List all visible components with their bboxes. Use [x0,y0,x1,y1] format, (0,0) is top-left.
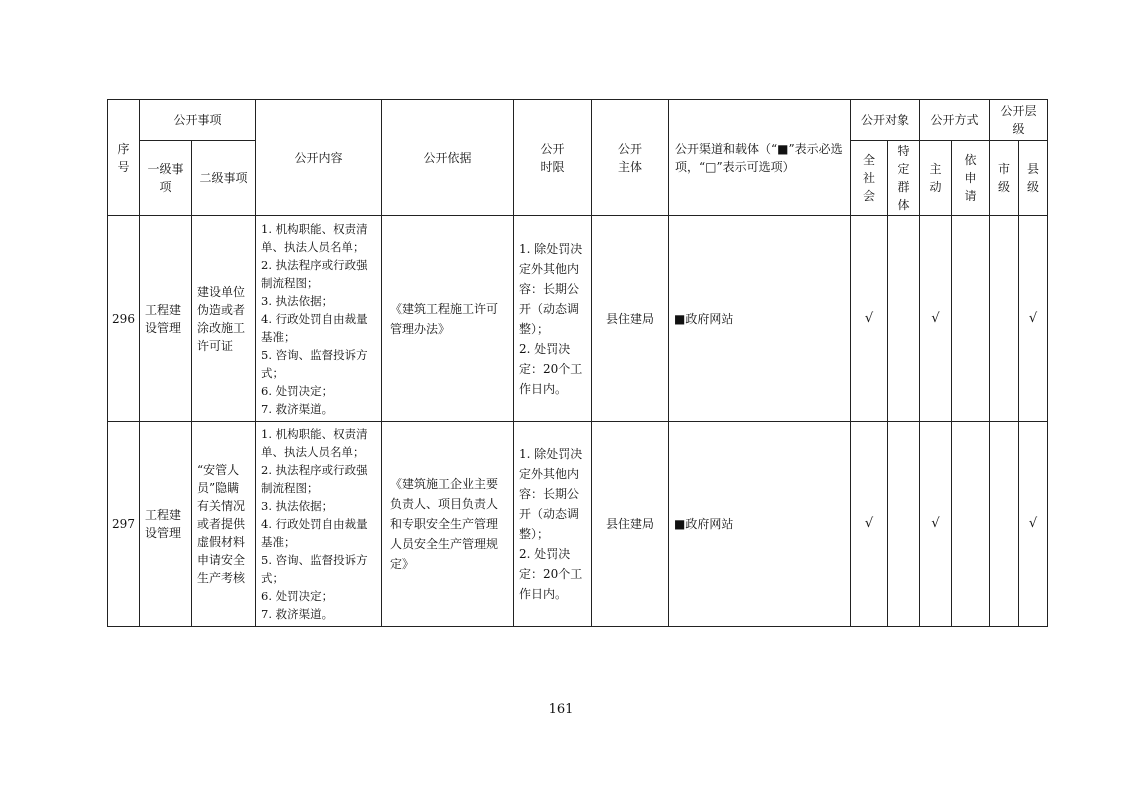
row-level-county-check: √ [1019,216,1048,422]
table-row [108,216,1048,422]
content-item: 3. 执法依据； [261,499,334,513]
header-basis: 公开依据 [382,100,514,216]
content-item: 6. 处罚决定； [261,589,334,603]
row-method-apply-check [952,216,990,422]
row-subject: 县住建局 [592,422,669,627]
header-audience-specific: 特定群体 [888,141,920,216]
row-method-apply-check [952,422,990,627]
header-matter: 公开事项 [140,100,256,141]
row-period [514,216,592,422]
period-item: 2. 处罚决定：20个工作日内。 [519,547,583,601]
header-channel: 公开渠道和载体（“■”表示必选项，“□”表示可选项） [669,100,851,216]
content-item: 1. 机构职能、权责清单、执法人员名单； [261,427,368,459]
row-subject: 县住建局 [592,216,669,422]
page-number: 161 [548,702,574,717]
header-level-county: 县级 [1019,141,1048,216]
header-row-1 [108,100,1048,141]
header-audience-all: 全社会 [851,141,888,216]
row-level-city-check [990,422,1019,627]
table-row [108,422,1048,627]
period-item: 1. 除处罚决定外其他内容：长期公开（动态调整）； [519,241,583,336]
row-level1: 工程建设管理 [140,216,192,422]
row-content [256,216,382,422]
row-channel: ■政府网站 [669,216,851,422]
header-level2: 二级事项 [192,141,256,216]
row-level-county-check: √ [1019,422,1048,627]
row-channel: ■政府网站 [669,422,851,627]
row-audience-all-check: √ [851,216,888,422]
header-audience: 公开对象 [851,100,920,141]
header-subject: 公开主体 [592,100,669,216]
content-item: 7. 救济渠道。 [261,607,334,621]
period-item: 2. 处罚决定：20个工作日内。 [519,341,583,396]
row-seq: 296 [108,216,140,422]
header-method-apply: 依申请 [952,141,990,216]
header-seq: 序号 [108,100,140,216]
content-item: 2. 执法程序或行政强制流程图； [261,257,368,290]
content-item: 4. 行政处罚自由裁量基准； [261,311,368,344]
header-period: 公开时限 [514,100,592,216]
row-basis: 《建筑施工企业主要负责人、项目负责人和专职安全生产管理人员安全生产管理规定》 [382,422,514,627]
content-item: 2. 执法程序或行政强制流程图； [261,463,368,495]
row-content [256,422,382,627]
header-method: 公开方式 [920,100,990,141]
row-seq: 297 [108,422,140,627]
row-audience-all-check: √ [851,422,888,627]
content-item: 7. 救济渠道。 [261,401,334,416]
row-level1: 工程建设管理 [140,422,192,627]
row-basis: 《建筑工程施工许可管理办法》 [382,216,514,422]
header-level-city: 市级 [990,141,1019,216]
header-content: 公开内容 [256,100,382,216]
content-item: 5. 咨询、监督投诉方式； [261,553,368,585]
row-period [514,422,592,627]
content-item: 4. 行政处罚自由裁量基准； [261,517,368,549]
content-item: 1. 机构职能、权责清单、执法人员名单； [261,221,368,254]
content-item: 3. 执法依据； [261,293,334,308]
row-audience-specific-check [888,422,920,627]
row-level-city-check [990,216,1019,422]
row-method-active-check: √ [920,216,952,422]
header-level: 公开层级 [990,100,1048,141]
disclosure-table [107,99,1048,627]
header-level1: 一级事项 [140,141,192,216]
row-level2: 建设单位伪造或者涂改施工许可证 [192,216,256,422]
row-method-active-check: √ [920,422,952,627]
row-level2: “安管人员”隐瞒有关情况或者提供虚假材料申请安全生产考核 [192,422,256,627]
row-audience-specific-check [888,216,920,422]
header-method-active: 主动 [920,141,952,216]
content-item: 5. 咨询、监督投诉方式； [261,347,368,380]
period-item: 1. 除处罚决定外其他内容：长期公开（动态调整）； [519,447,583,541]
content-item: 6. 处罚决定； [261,383,334,398]
